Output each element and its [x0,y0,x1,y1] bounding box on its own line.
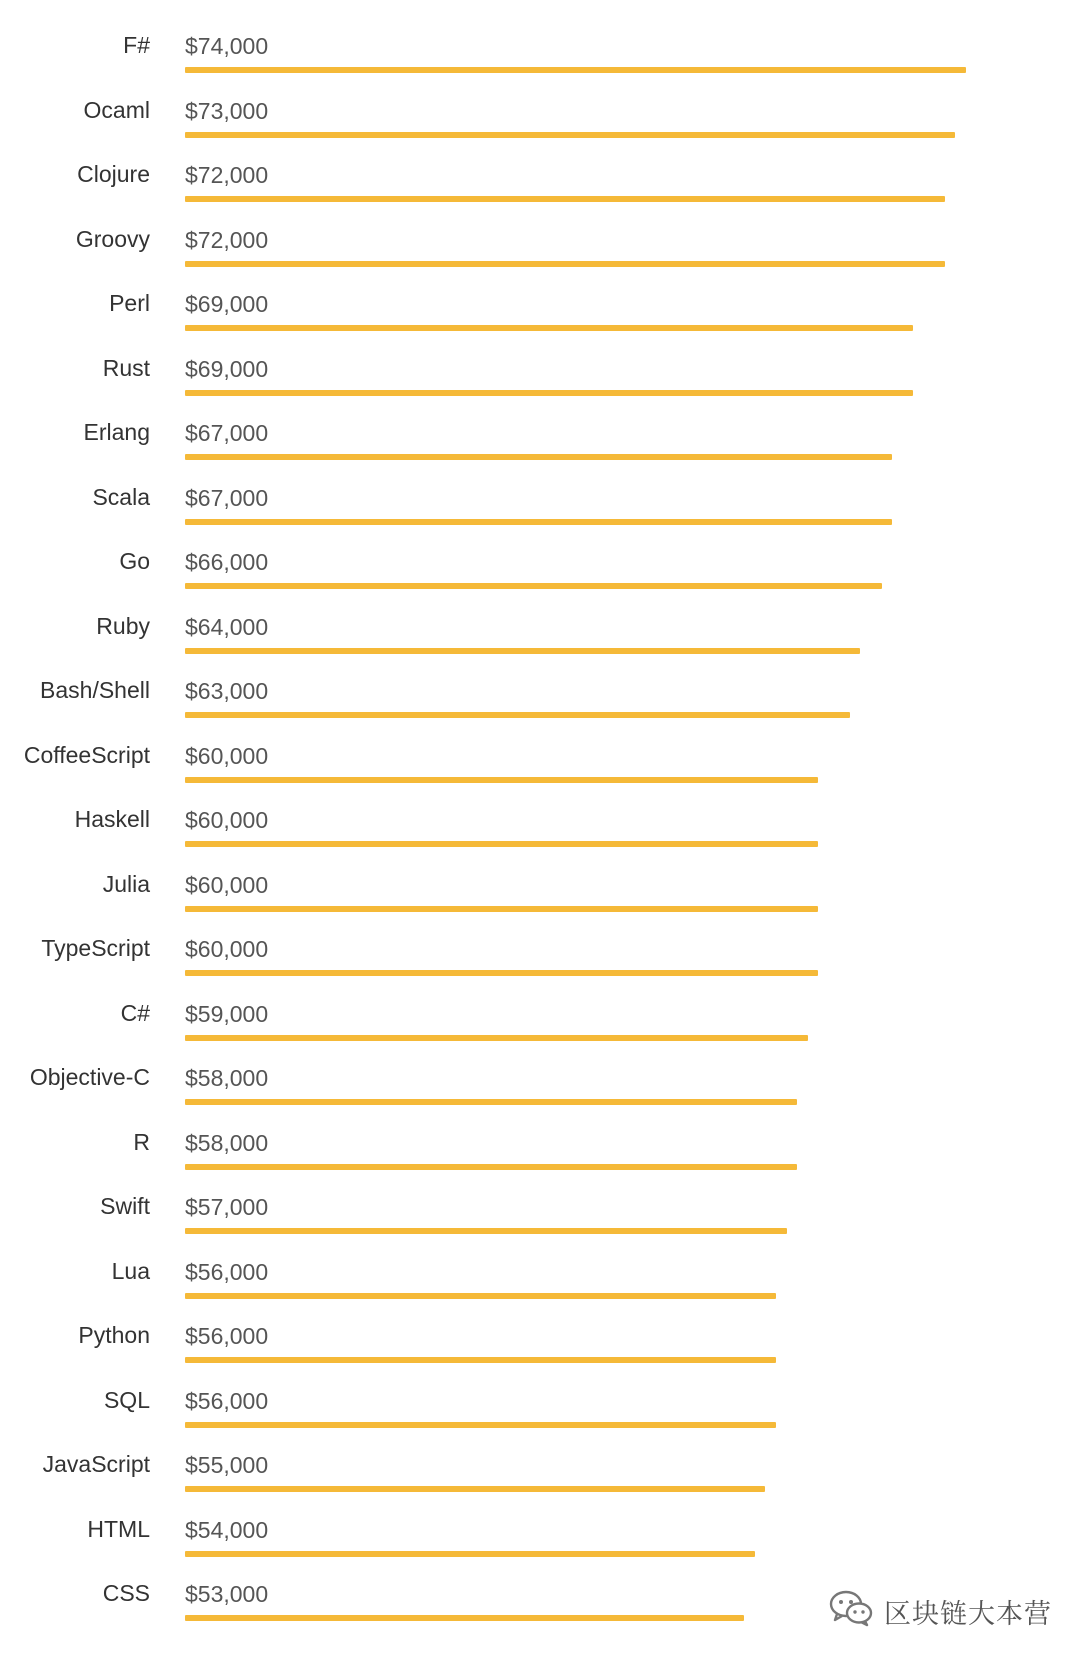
category-label: Go [119,548,150,574]
value-label: $58,000 [185,1129,269,1156]
category-label: TypeScript [41,935,150,961]
category-label: Haskell [74,806,150,832]
category-label: Scala [92,483,150,510]
value-label: $59,000 [185,1000,269,1027]
category-label: C# [120,999,150,1026]
bar [185,1422,776,1428]
category-label: JavaScript [42,1451,150,1477]
value-label: $66,000 [185,549,269,575]
watermark [828,1589,1052,1634]
category-label: Python [78,1322,150,1348]
bar [185,712,850,718]
wechat-icon [828,1589,874,1634]
value-label: $72,000 [185,162,269,188]
category-label: HTML [87,1515,150,1542]
bar [185,1099,797,1105]
watermark-text: 区块链大本营 [884,1599,1052,1629]
value-label: $64,000 [185,613,269,640]
value-label: $60,000 [185,807,269,833]
category-label: Bash/Shell [40,677,150,703]
bar [185,390,913,396]
bar [185,970,818,976]
value-label: $69,000 [185,291,269,317]
bar [185,1551,755,1557]
value-label: $72,000 [185,226,269,253]
category-label: Objective-C [29,1064,150,1090]
category-label: Groovy [75,225,150,252]
value-label: $73,000 [185,97,269,124]
bar [185,1293,776,1299]
category-label: CSS [102,1580,150,1606]
bar [185,1164,797,1170]
bar [185,1486,765,1492]
category-label: SQL [103,1386,150,1413]
value-label: $69,000 [185,355,269,382]
category-label: CoffeeScript [23,741,150,768]
category-label: Julia [102,870,150,897]
bar [185,841,818,847]
value-label: $56,000 [185,1387,269,1414]
bar [185,648,860,654]
category-label: Lua [111,1257,150,1284]
value-label: $55,000 [185,1452,269,1478]
value-label: $54,000 [185,1516,269,1543]
value-label: $63,000 [185,678,269,704]
bar [185,519,892,525]
value-label: $67,000 [185,420,269,446]
value-label: $57,000 [185,1194,269,1220]
category-label: Erlang [83,419,150,445]
bar [185,1615,744,1621]
bar [185,454,892,460]
bar [185,132,955,138]
bar [185,777,818,783]
value-label: $74,000 [185,33,269,59]
bar [185,196,945,202]
value-label: $67,000 [185,484,269,511]
bar [185,325,913,331]
bar [185,1035,808,1041]
value-label: $56,000 [185,1323,269,1349]
category-label: Ocaml [83,96,150,123]
bar [185,583,882,589]
bar [185,1357,776,1363]
category-label: Swift [100,1193,150,1219]
category-label: F# [123,32,150,58]
value-label: $60,000 [185,871,269,898]
value-label: $58,000 [185,1065,269,1091]
bar [185,67,966,73]
value-label: $60,000 [185,936,269,962]
value-label: $56,000 [185,1258,269,1285]
bar [185,906,818,912]
bar [185,1228,787,1234]
category-label: Ruby [96,612,150,639]
category-label: Clojure [77,161,150,187]
value-label: $60,000 [185,742,269,769]
bar [185,261,945,267]
category-label: Rust [102,354,150,381]
category-label: R [133,1128,150,1155]
value-label: $53,000 [185,1581,269,1607]
category-label: Perl [109,290,150,316]
